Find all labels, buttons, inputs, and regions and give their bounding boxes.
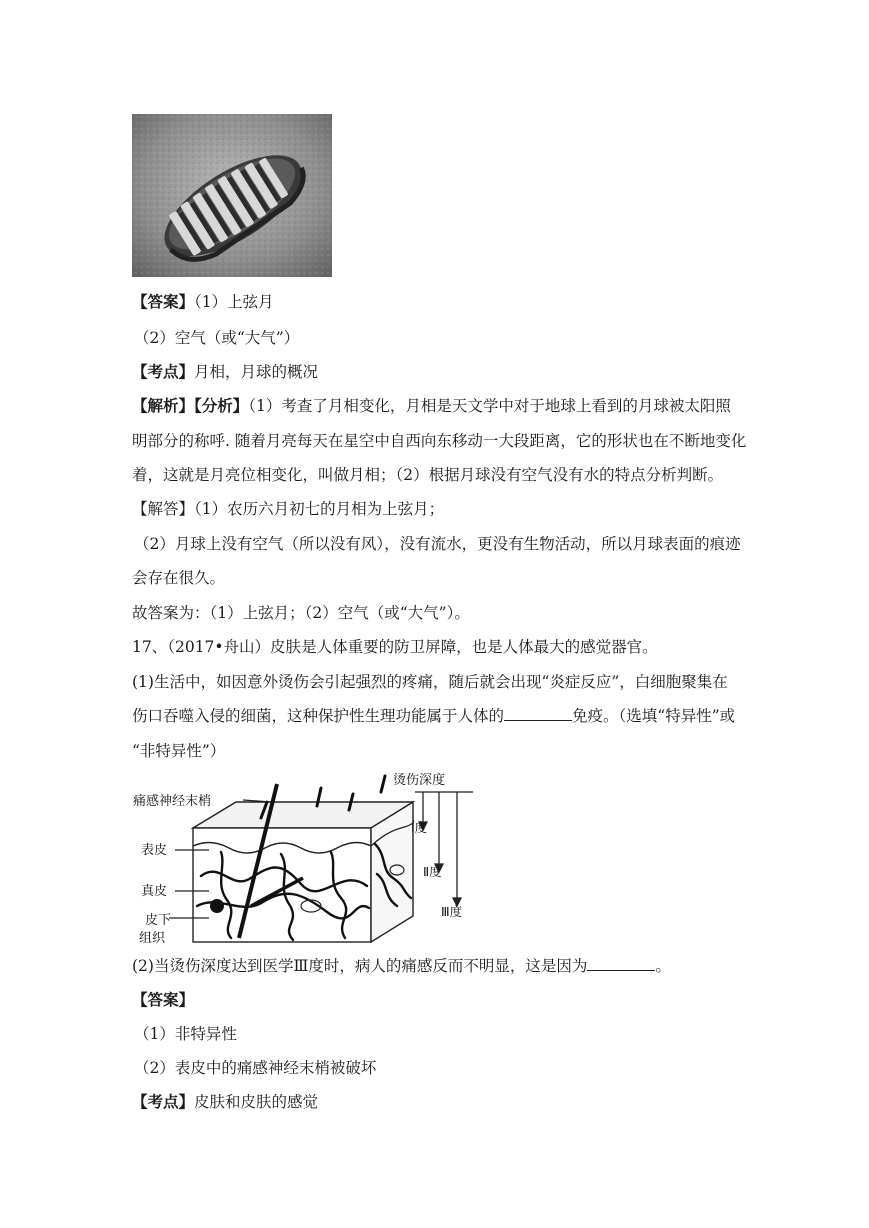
q17-part2-line: [132, 955, 732, 977]
q17-part1-line-1: (1)生活中，如因意外烫伤会引起强烈的疼痛，随后就会出现“炎症反应”，白细胞聚集在: [132, 673, 728, 691]
nerve-ending-label: 痛感神经末梢: [133, 794, 212, 809]
q17-stem: 17、（2017•舟山）皮肤是人体重要的防卫屏障，也是人体最大的感觉器官。: [132, 638, 658, 656]
q16-solution-line-2: （2）月球上没有空气（所以没有风），没有流水，更没有生物活动，所以月球表面的痕迹: [134, 535, 741, 553]
blank-underline-2: [587, 956, 655, 971]
q17-part1-line-2: [132, 705, 736, 727]
burn-depth-label: 烫伤深度: [393, 773, 446, 788]
q17-part1-text-b: 免疫。（选填“特异性”或: [572, 707, 736, 725]
subcutaneous-label-1: 皮下: [145, 913, 172, 928]
solution-tag: 【解答】: [132, 500, 195, 518]
q16-analysis-line-2: 明部分的称呼. 随着月亮每天在星空中自西向东移动一大段距离，它的形状也在不断地变化: [132, 432, 747, 450]
q16-final-answer: 故答案为：（1）上弦月；（2）空气（或“大气”）。: [132, 604, 470, 622]
q16-point-line: [132, 361, 732, 383]
q17-answer-tag: 【答案】: [132, 990, 195, 1009]
degree-2-label: Ⅱ度: [423, 864, 442, 879]
q17-part1-text-a: 伤口吞噬入侵的细菌，这种保护性生理功能属于人体的: [132, 707, 505, 725]
dermis-label: 真皮: [141, 884, 168, 899]
skin-burn-diagram: [131, 766, 474, 944]
degree-3-label: Ⅲ度: [441, 904, 463, 919]
q16-solution-line-1: [132, 498, 732, 520]
point-tag: 【考点】: [132, 1092, 195, 1111]
answer-tag: 【答案】: [132, 292, 195, 311]
point-tag: 【考点】: [132, 362, 195, 381]
q16-answer-line-2: （2）空气（或“大气”）: [134, 329, 300, 347]
q17-answer-line-2: （2）表皮中的痛感神经末梢被破坏: [134, 1059, 377, 1077]
q16-analysis-line-3: 着，这就是月亮位相变化，叫做月相；（2）根据月球没有空气没有水的特点分析判断。: [132, 466, 724, 484]
q17-part2-text-a: (2)当烫伤深度达到医学Ⅲ度时，病人的痛感反而不明显，这是因为: [132, 957, 588, 975]
q16-answer-line: [132, 291, 732, 313]
q17-part1-line-3: “非特异性”）: [132, 742, 226, 760]
q16-analysis-line-1: [132, 395, 732, 417]
q16-solution-line-3: 会存在很久。: [132, 569, 226, 587]
q17-answer-line-1: （1）非特异性: [134, 1025, 237, 1043]
analysis-tag: 【解析】【分析】: [132, 396, 249, 415]
analysis-text-1: （1）考查了月相变化，月相是天文学中对于地球上看到的月球被太阳照: [248, 397, 731, 415]
answer-text: （1）上弦月: [194, 293, 274, 311]
moon-footprint-photo: [132, 114, 332, 277]
epidermis-label: 表皮: [141, 843, 168, 858]
point-text: 月相，月球的概况: [194, 363, 319, 381]
blank-underline: [504, 706, 572, 721]
solution-text-1: （1）农历六月初七的月相为上弦月；: [194, 500, 445, 518]
degree-1-label: Ⅰ度: [411, 820, 428, 835]
q17-point-line: [132, 1091, 732, 1113]
subcutaneous-label-2: 组织: [139, 931, 166, 944]
point-text: 皮肤和皮肤的感觉: [194, 1093, 319, 1111]
q17-part2-text-b: 。: [655, 957, 671, 975]
